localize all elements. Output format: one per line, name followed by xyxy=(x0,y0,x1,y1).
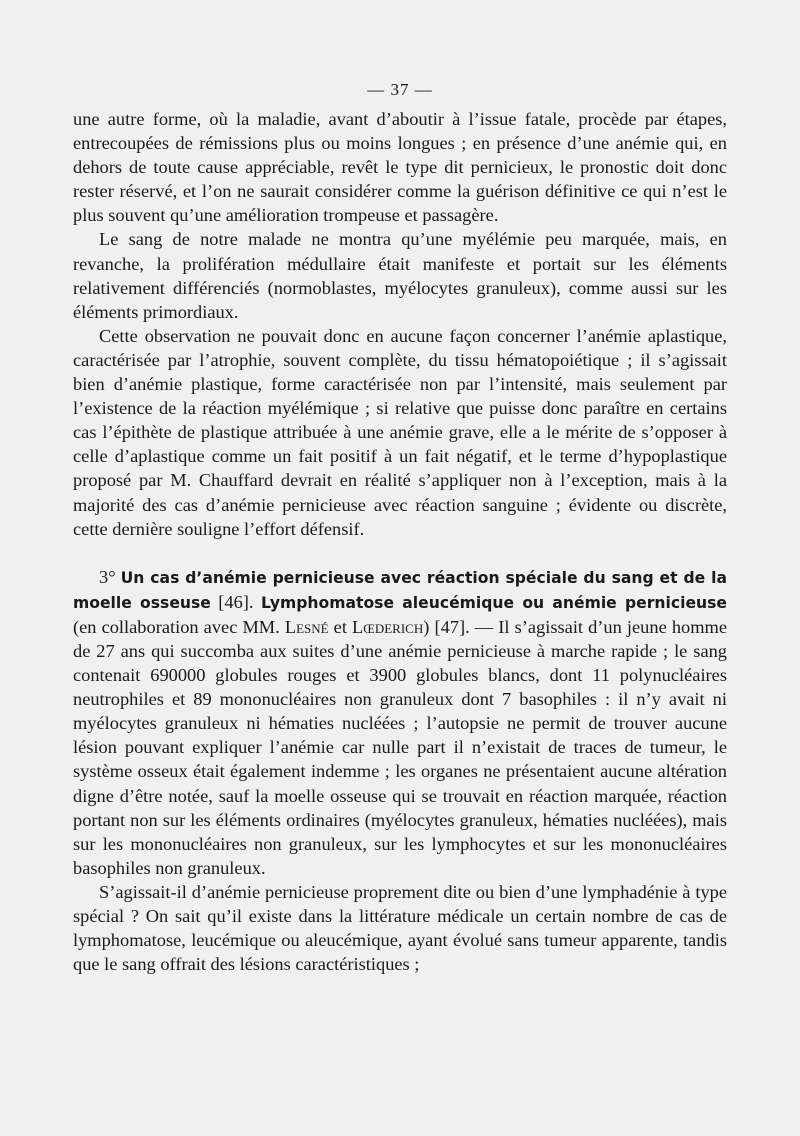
collaboration-prefix: (en collaboration avec MM. xyxy=(73,616,280,637)
author-conjunction: et xyxy=(333,616,347,637)
reference-46: [46]. xyxy=(218,591,254,612)
section-spacer xyxy=(73,541,727,565)
author-lesne: Lesné xyxy=(284,616,329,637)
reference-47: [47]. xyxy=(434,616,470,637)
paragraph-case-3 xyxy=(73,565,727,880)
paragraph-continued: une autre forme, où la maladie, avant d’aboutir à l’issue fatale, procède par étapes, entrecoupées de rémissions plus ou moins longues ; en présence d’une anémie qui, en dehors de toute cause appréciable, revêt le type dit pernicieux, le pronostic doit donc rester réservé, et l’on ne saurait considérer comme la guérison définitive ce qui n’est le plus souvent qu’une amélioration trompeuse et passagère. xyxy=(73,109,727,226)
collaboration-suffix: ) xyxy=(423,616,430,637)
case-description: — Il s’agissait d’un jeune homme de 27 ans qui succomba aux suites d’une anémie pernicieuse à marche rapide ; le sang contenait 690000 globules rouges et 3900 globules blancs, dont 11 polynucléaires neutrophiles et 89 mononucléaires non granuleux dont 7 basophiles : il n’y avait ni myélocytes granuleux ni hématies nucléées ; l’autopsie ne permit de trouver aucune lésion pouvant expliquer l’anémie car nulle part il n’existait de traces de tumeur, le système osseux était également indemme ; les organes ne présentaient aucune altération digne d’être notée, sauf la moelle osseuse qui se trouvait en réaction marquée, réaction portant non sur les éléments ordinaires (myélocytes granuleux, hématies nucléées), mais sur les mononucléaires non granuleux, sur les lymphocytes et sur les mononucléaires basophiles non granuleux. xyxy=(73,616,727,878)
body-text xyxy=(73,107,727,976)
page-number: — 37 — xyxy=(367,80,433,99)
paragraph-aplastic-anemia: Cette observation ne pouvait donc en aucune façon concerner l’anémie aplastique, caractérisée par l’atrophie, souvent complète, du tissu hématopoiétique ; il s’agissait bien d’anémie plastique, forme caractérisée non par l’intensité, mais seulement par l’existence de la réaction myélémique ; si relative que puisse donc paraître en certains cas l’épithète de plastique attribuée à une anémie grave, elle a le mérite de s’opposer à celle d’aplastique comme un fait positif à un fait négatif, et le terme d’hypoplastique proposé par M. Chauffard devrait en réalité s’appliquer non à l’exception, mais à la majorité des cas d’anémie pernicieuse avec réaction sanguine ; évidente ou discrète, cette dernière souligne l’effort défensif. xyxy=(73,325,727,539)
section-title: Un cas d’anémie pernicieuse avec réaction spéciale du sang et de la moelle osseuse xyxy=(73,568,727,612)
author-loederich: Lœderich xyxy=(352,616,424,637)
section-number: 3° xyxy=(99,566,116,587)
paragraph-blood-findings: Le sang de notre malade ne montra qu’une myélémie peu marquée, mais, en revanche, la prolifération médullaire était manifeste et portait sur les éléments relativement différenciés (normoblastes, myélocytes granuleux), comme aussi sur les éléments primordiaux. xyxy=(73,229,727,322)
paragraph-lymphadenia-question: S’agissait-il d’anémie pernicieuse proprement dite ou bien d’une lymphadénie à type spécial ? On sait qu’il existe dans la littérature médicale un certain nombre de cas de lymphomatose, leucémique ou aleucémique, ayant évolué sans tumeur apparente, tandis que le sang offrait des lésions caractéristiques ; xyxy=(73,881,727,975)
section-subtitle: Lymphomatose aleucémique ou anémie pernicieuse xyxy=(260,593,727,612)
